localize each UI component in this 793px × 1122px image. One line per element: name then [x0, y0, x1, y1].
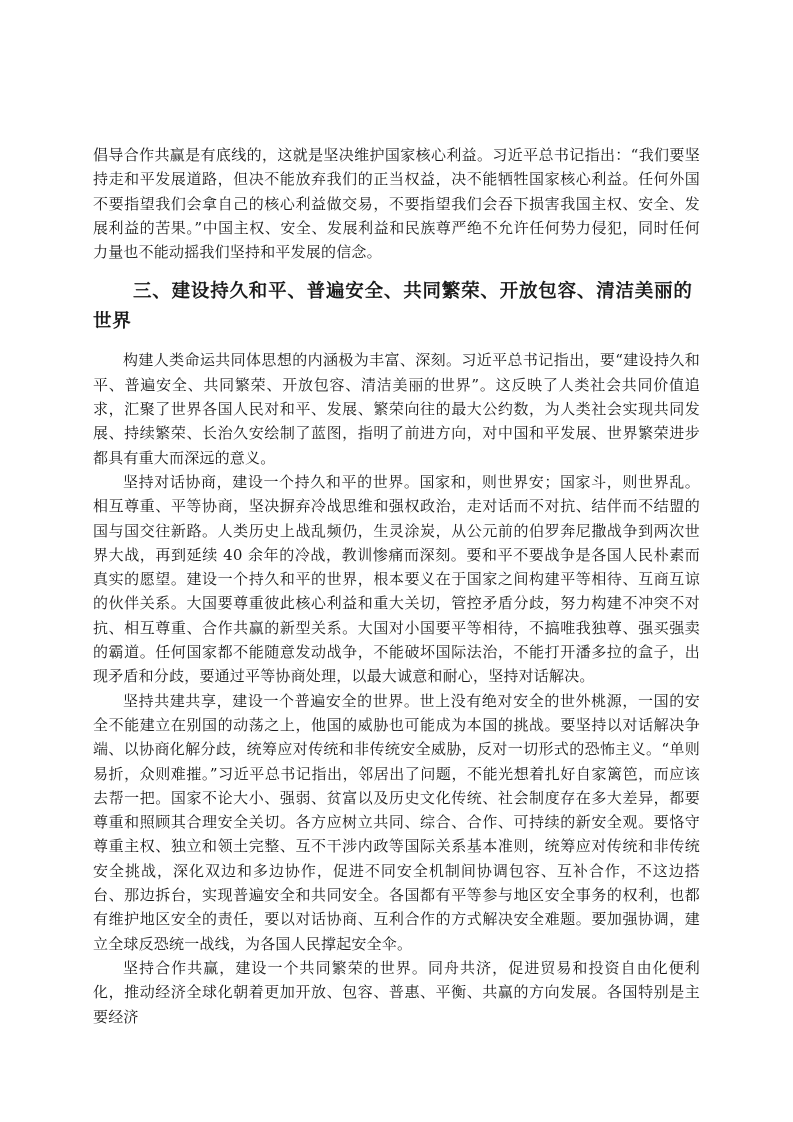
paragraph-intro: 构建人类命运共同体思想的内涵极为丰富、深刻。习近平总书记指出，要“建设持久和平、普遍安全、共同繁荣、开放包容、清洁美丽的世界”。这反映了人类社会共同价值追求，汇聚了世界各国人民对和平、发展、繁荣向往的最大公约数，为人类社会实现共同发展、持续繁荣、长治久安绘制了蓝图，指明了前进方向，对中国和平发展、世界繁荣进步都具有重大而深远的意义。 — [93, 351, 700, 467]
paragraph-lasting-peace: 坚持对话协商，建设一个持久和平的世界。国家和，则世界安；国家斗，则世界乱。相互尊重、平等协商，坚决摒弃冷战思维和强权政治，走对话而不对抗、结伴而不结盟的国与国交往新路。人类历史上战乱频仍，生灵涂炭，从公元前的伯罗奔尼撒战争到两次世界大战，再到延续 40 余年的冷战，教训惨痛而深刻。要和平不要战争是各国人民朴素而真实的愿望。建设一个持久和平的世界，根本要义在于国家之间构建平等相待、互商互谅的伙伴关系。大国要尊重彼此核心利益和重大关切，管控矛盾分歧，努力构建不冲突不对抗、相互尊重、合作共赢的新型关系。大国对小国要平等相待，不搞唯我独尊、强买强卖的霸道。任何国家都不能随意发动战争，不能破坏国际法治，不能打开潘多拉的盒子，出现矛盾和分歧，要通过平等协商处理，以最大诚意和耐心，坚持对话解决。 — [93, 472, 700, 686]
document-page — [93, 143, 700, 1029]
section-heading: 三、建设持久和平、普遍安全、共同繁荣、开放包容、清洁美丽的世界 — [93, 281, 693, 333]
paragraph-common-prosperity: 坚持合作共赢，建设一个共同繁荣的世界。同舟共济，促进贸易和投资自由化便利化，推动经济全球化朝着更加开放、包容、普惠、平衡、共赢的方向发展。各国特别是主要经济 — [93, 958, 700, 1026]
paragraph-bottom-line: 倡导合作共赢是有底线的，这就是坚决维护国家核心利益。习近平总书记指出：“我们要坚持走和平发展道路，但决不能放弃我们的正当权益，决不能牺牲国家核心利益。任何外国不要指望我们会拿自己的核心利益做交易，不要指望我们会吞下损害我国主权、安全、发展利益的苦果。”中国主权、安全、发展利益和民族尊严绝不允许任何势力侵犯，同时任何力量也不能动摇我们坚持和平发展的信念。 — [93, 146, 700, 262]
paragraph-common-security: 坚持共建共享，建设一个普遍安全的世界。世上没有绝对安全的世外桃源，一国的安全不能建立在别国的动荡之上，他国的威胁也可能成为本国的挑战。要坚持以对话解决争端、以协商化解分歧，统筹应对传统和非传统安全威胁，反对一切形式的恐怖主义。“单则易折，众则难摧。”习近平总书记指出，邻居出了问题，不能光想着扎好自家篱笆，而应该去帮一把。国家不论大小、强弱、贫富以及历史文化传统、社会制度存在多大差异，都要尊重和照顾其合理安全关切。各方应树立共同、综合、合作、可持续的新安全观。要恪守尊重主权、独立和领土完整、互不干涉内政等国际关系基本准则，统筹应对传统和非传统安全挑战，深化双边和多边协作，促进不同安全机制间协调包容、互补合作，不这边搭台、那边拆台，实现普遍安全和共同安全。各国都有平等参与地区安全事务的权利，也都有维护地区安全的责任，要以对话协商、互利合作的方式解决安全难题。要加强协调，建立全球反恐统一战线，为各国人民撑起安全伞。 — [93, 691, 700, 953]
